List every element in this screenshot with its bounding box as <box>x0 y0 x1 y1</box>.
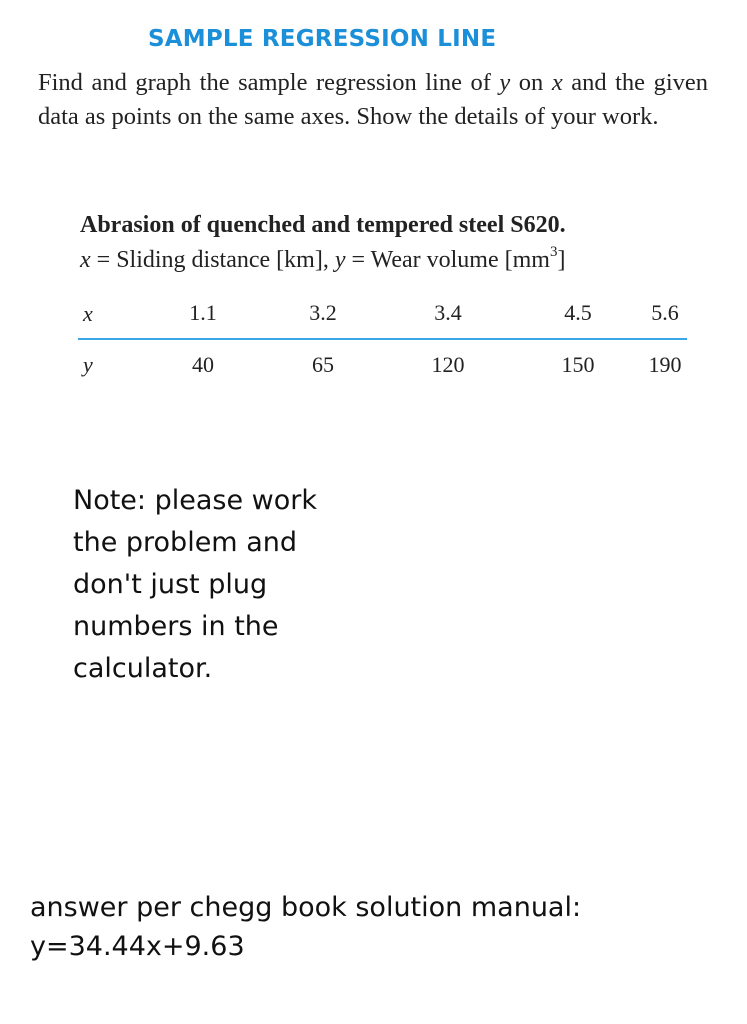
def-x-text: = Sliding distance [km], <box>90 247 335 273</box>
note <box>73 480 373 690</box>
x-value-cell: 3.2 <box>309 300 337 325</box>
problem-text-2: on <box>510 69 552 96</box>
x-row-label: x <box>83 301 93 326</box>
y-value-cell: 190 <box>648 352 682 377</box>
problem-var-x: x <box>551 69 563 96</box>
y-row-label: y <box>83 352 93 377</box>
x-value-cell: 3.4 <box>434 300 462 325</box>
answer <box>30 888 581 966</box>
note-line: don't just plug <box>73 569 268 600</box>
y-value-cell: 65 <box>312 352 334 377</box>
x-value-cell: 5.6 <box>651 300 679 325</box>
table-divider <box>78 338 687 340</box>
y-value-cell: 40 <box>192 352 214 377</box>
note-line: numbers in the <box>73 611 279 642</box>
section-title: SAMPLE REGRESSION LINE <box>148 26 497 52</box>
note-line: calculator. <box>73 653 213 684</box>
problem-text-1: Find and graph the sample regression line of <box>38 69 500 96</box>
def-x-var: x <box>80 247 91 273</box>
x-value-cell: 1.1 <box>189 300 217 325</box>
problem-var-y: y <box>499 69 511 96</box>
note-line: Note: please work <box>73 485 317 516</box>
answer-equation: y=34.44x+9.63 <box>30 931 245 962</box>
problem-text-3: and the given data as points on the same axes. Show the details of your work. <box>38 69 708 130</box>
def-y-var: y <box>334 247 346 273</box>
problem-statement <box>38 66 708 134</box>
table-caption: Abrasion of quenched and tempered steel S620. <box>80 212 566 238</box>
def-y-text: = Wear volume [mm <box>345 247 550 273</box>
def-exponent: 3 <box>549 244 558 260</box>
y-value-cell: 150 <box>561 352 595 377</box>
note-line: the problem and <box>73 527 297 558</box>
answer-label: answer per chegg book solution manual: <box>30 892 582 923</box>
table-variable-definition <box>80 244 566 274</box>
def-close: ] <box>557 247 566 273</box>
x-value-cell: 4.5 <box>564 300 592 325</box>
y-value-cell: 120 <box>431 352 465 377</box>
